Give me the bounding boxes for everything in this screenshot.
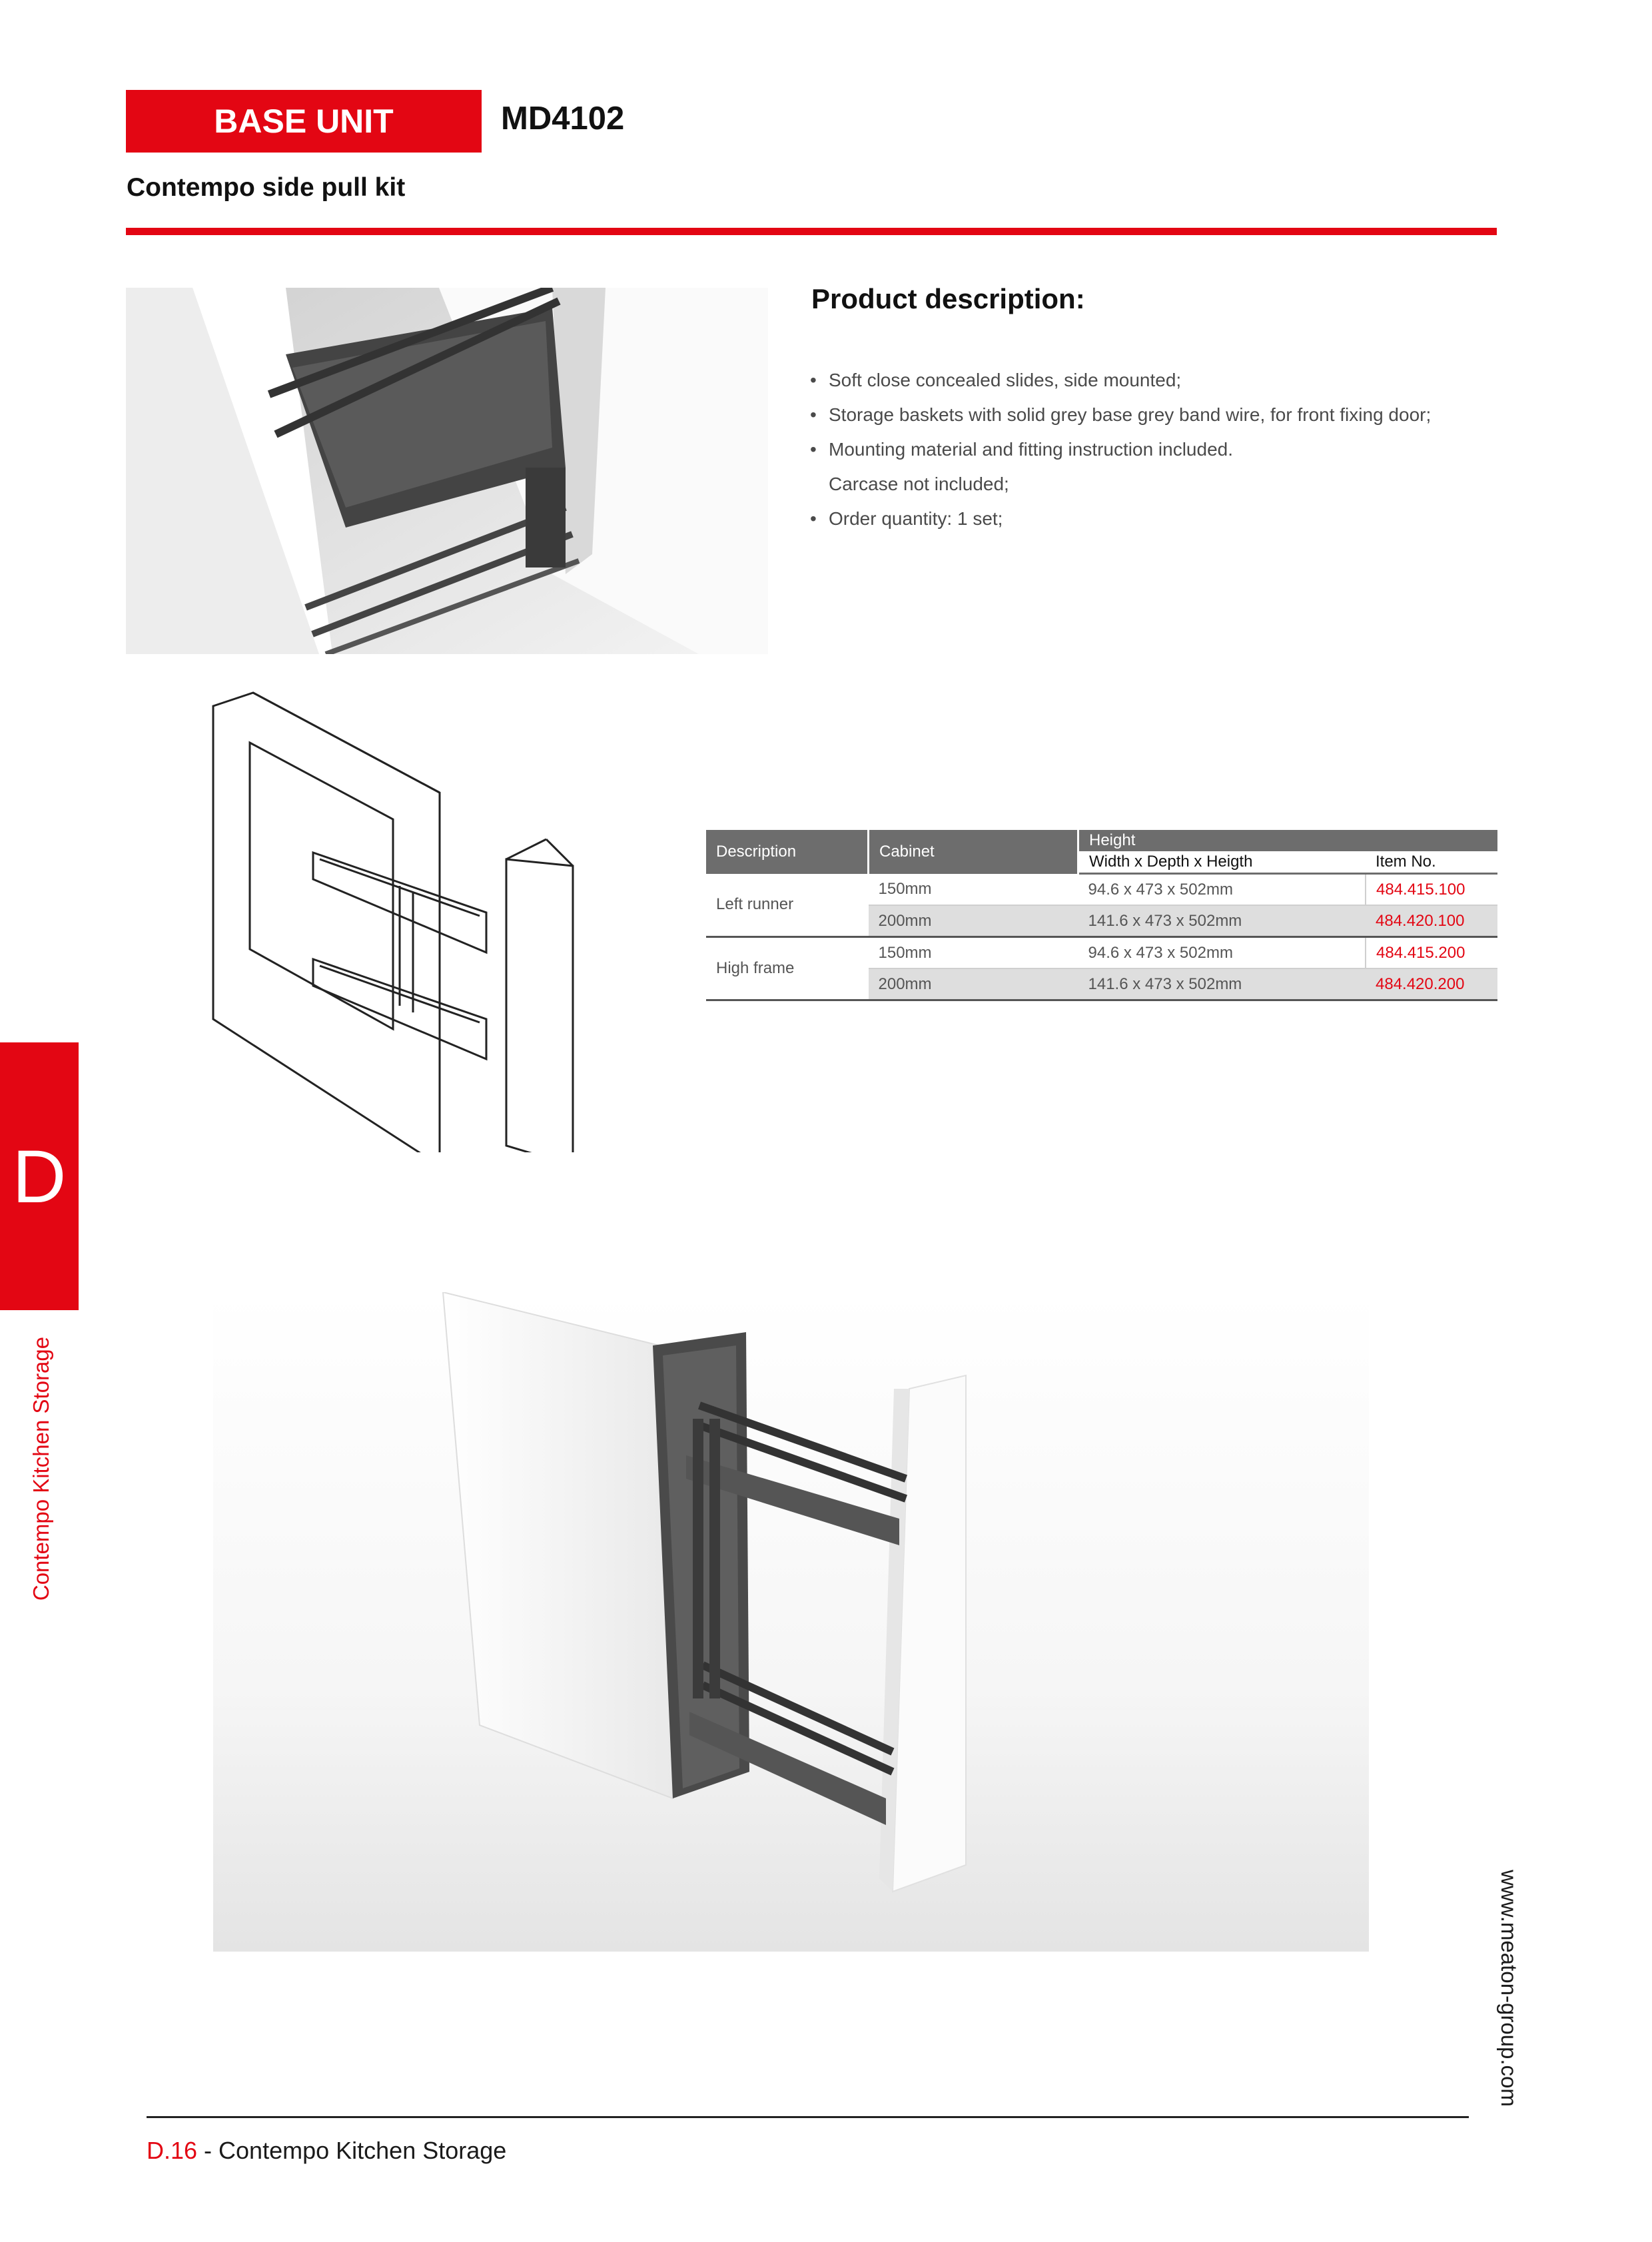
product-line-drawing <box>200 686 586 1152</box>
footer-divider <box>147 2116 1469 2118</box>
description-item: • Soft close concealed slides, side mounted; <box>810 370 1182 390</box>
cell-cabinet: 150mm <box>869 937 1078 969</box>
page-number: D.16 <box>147 2137 198 2164</box>
cell-dims: 141.6 x 473 x 502mm <box>1078 905 1366 937</box>
cell-cabinet: 200mm <box>869 968 1078 1000</box>
footer-text: - Contempo Kitchen Storage <box>197 2137 507 2164</box>
col-height: Height <box>1078 830 1498 851</box>
cell-item: 484.420.100 <box>1366 905 1497 937</box>
footer <box>147 2137 506 2165</box>
group-label: Left runner <box>706 874 869 937</box>
description-item: • Order quantity: 1 set; <box>810 508 1003 529</box>
product-photo-render <box>213 1292 1369 1952</box>
section-label: Contempo Kitchen Storage <box>29 1336 53 1601</box>
cell-cabinet: 150mm <box>869 874 1078 906</box>
col-item: Item No. <box>1366 851 1497 874</box>
description-item: • Mounting material and fitting instruction included. <box>810 439 1234 460</box>
description-heading: Product description: <box>811 283 1085 314</box>
col-description: Description <box>706 830 869 874</box>
cell-dims: 94.6 x 473 x 502mm <box>1078 874 1366 906</box>
product-photo-closeup <box>126 288 768 654</box>
description-item-continued: Carcase not included; <box>829 474 1009 494</box>
section-tab: D <box>0 1042 79 1310</box>
group-label: High frame <box>706 937 869 1000</box>
cell-item: 484.415.200 <box>1366 937 1497 969</box>
header-divider <box>126 228 1497 235</box>
col-cabinet: Cabinet <box>869 830 1078 874</box>
cell-dims: 94.6 x 473 x 502mm <box>1078 937 1366 969</box>
spec-table <box>706 830 1497 1001</box>
table-row <box>706 937 1497 969</box>
cell-item: 484.420.200 <box>1366 968 1497 1000</box>
cell-dims: 141.6 x 473 x 502mm <box>1078 968 1366 1000</box>
col-dims: Width x Depth x Heigth <box>1078 851 1366 874</box>
category-badge: BASE UNIT <box>126 90 482 153</box>
table-row <box>706 874 1497 906</box>
product-subtitle: Contempo side pull kit <box>127 173 406 202</box>
description-list <box>810 363 1509 536</box>
website-url: www.meaton-group.com <box>1497 1870 1521 2107</box>
product-code: MD4102 <box>501 101 625 137</box>
cell-cabinet: 200mm <box>869 905 1078 937</box>
cell-item: 484.415.100 <box>1366 874 1497 906</box>
description-item: • Storage baskets with solid grey base grey band wire, for front fixing door; <box>810 404 1432 425</box>
